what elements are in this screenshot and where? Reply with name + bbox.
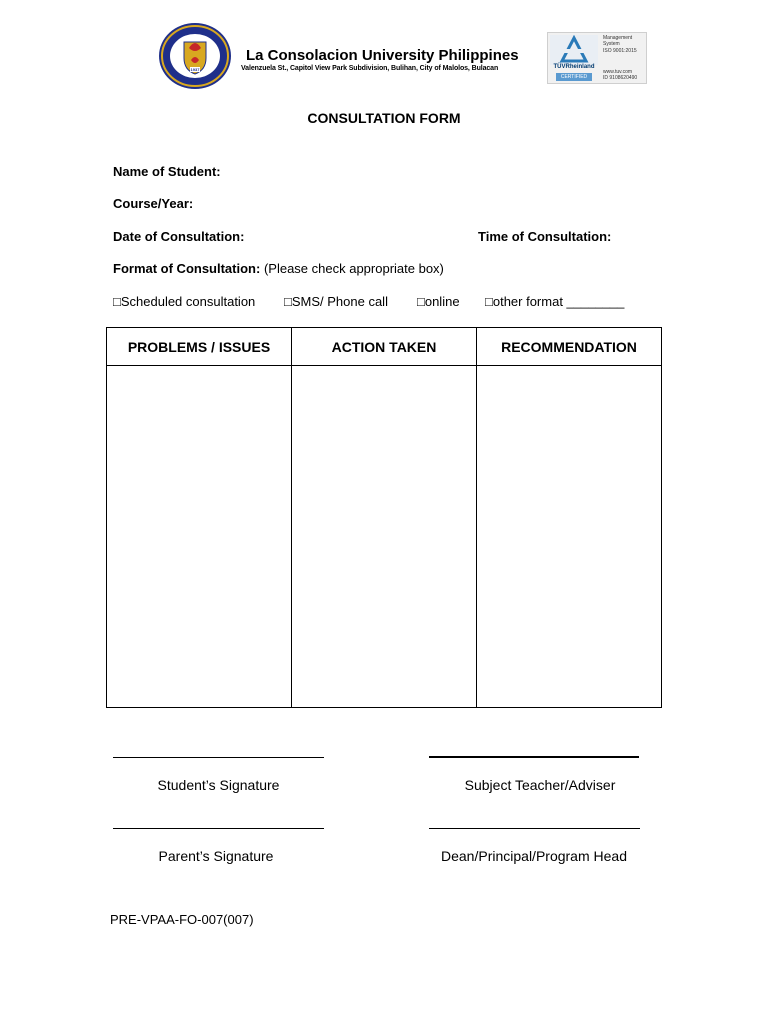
parent-signature-line[interactable] (113, 828, 324, 829)
teacher-signature-label: Subject Teacher/Adviser (464, 777, 616, 793)
dean-signature-label: Dean/Principal/Program Head (441, 848, 627, 864)
svg-text:1937: 1937 (190, 67, 200, 72)
action-taken-cell[interactable] (292, 366, 477, 708)
university-seal-logo (158, 22, 232, 90)
cert-line: ID 9108620490 (603, 75, 638, 81)
course-year-label: Course/Year: (113, 196, 194, 211)
student-signature-label: Student’s Signature (157, 777, 280, 793)
option-scheduled-consultation[interactable]: □Scheduled consultation (113, 294, 256, 309)
cert-line: Management (603, 35, 633, 41)
cert-line: System (603, 41, 620, 47)
form-code: PRE-VPAA-FO-007(007) (110, 912, 254, 927)
dean-signature-line[interactable] (429, 828, 640, 829)
cert-brand: TÜVRheinland (553, 64, 595, 70)
header-problems-issues: PROBLEMS / ISSUES (107, 328, 292, 366)
option-sms-phone-call[interactable]: □SMS/ Phone call (284, 294, 388, 309)
student-name-label: Name of Student: (113, 164, 221, 179)
parent-signature-label: Parent’s Signature (158, 848, 274, 864)
consultation-format-row (113, 261, 444, 276)
header-action-taken: ACTION TAKEN (292, 328, 477, 366)
header-recommendation: RECOMMENDATION (477, 328, 662, 366)
table-row (107, 366, 662, 708)
consultation-table (106, 327, 662, 708)
university-name: La Consolacion University Philippines (246, 47, 519, 64)
iso-certification-badge (547, 32, 647, 84)
cert-certified-tag: CERTIFIED (556, 73, 592, 81)
option-online[interactable]: □online (417, 294, 460, 309)
consultation-date-label: Date of Consultation: (113, 229, 245, 244)
cert-line: www.tuv.com (603, 69, 633, 75)
university-address: Valenzuela St., Capitol View Park Subdivision, Bulihan, City of Malolos, Bulacan (241, 65, 499, 72)
cert-line: ISO 9001:2015 (603, 48, 637, 54)
consultation-format-label: Format of Consultation: (113, 261, 261, 276)
consultation-time-label: Time of Consultation: (478, 229, 612, 244)
student-signature-line[interactable] (113, 757, 324, 758)
teacher-signature-line[interactable] (429, 756, 639, 758)
problems-issues-cell[interactable] (107, 366, 292, 708)
form-title: CONSULTATION FORM (307, 110, 461, 126)
option-other-format[interactable]: □other format ________ (485, 294, 625, 309)
table-header-row (107, 328, 662, 366)
consultation-format-hint: (Please check appropriate box) (263, 261, 444, 276)
recommendation-cell[interactable] (477, 366, 662, 708)
